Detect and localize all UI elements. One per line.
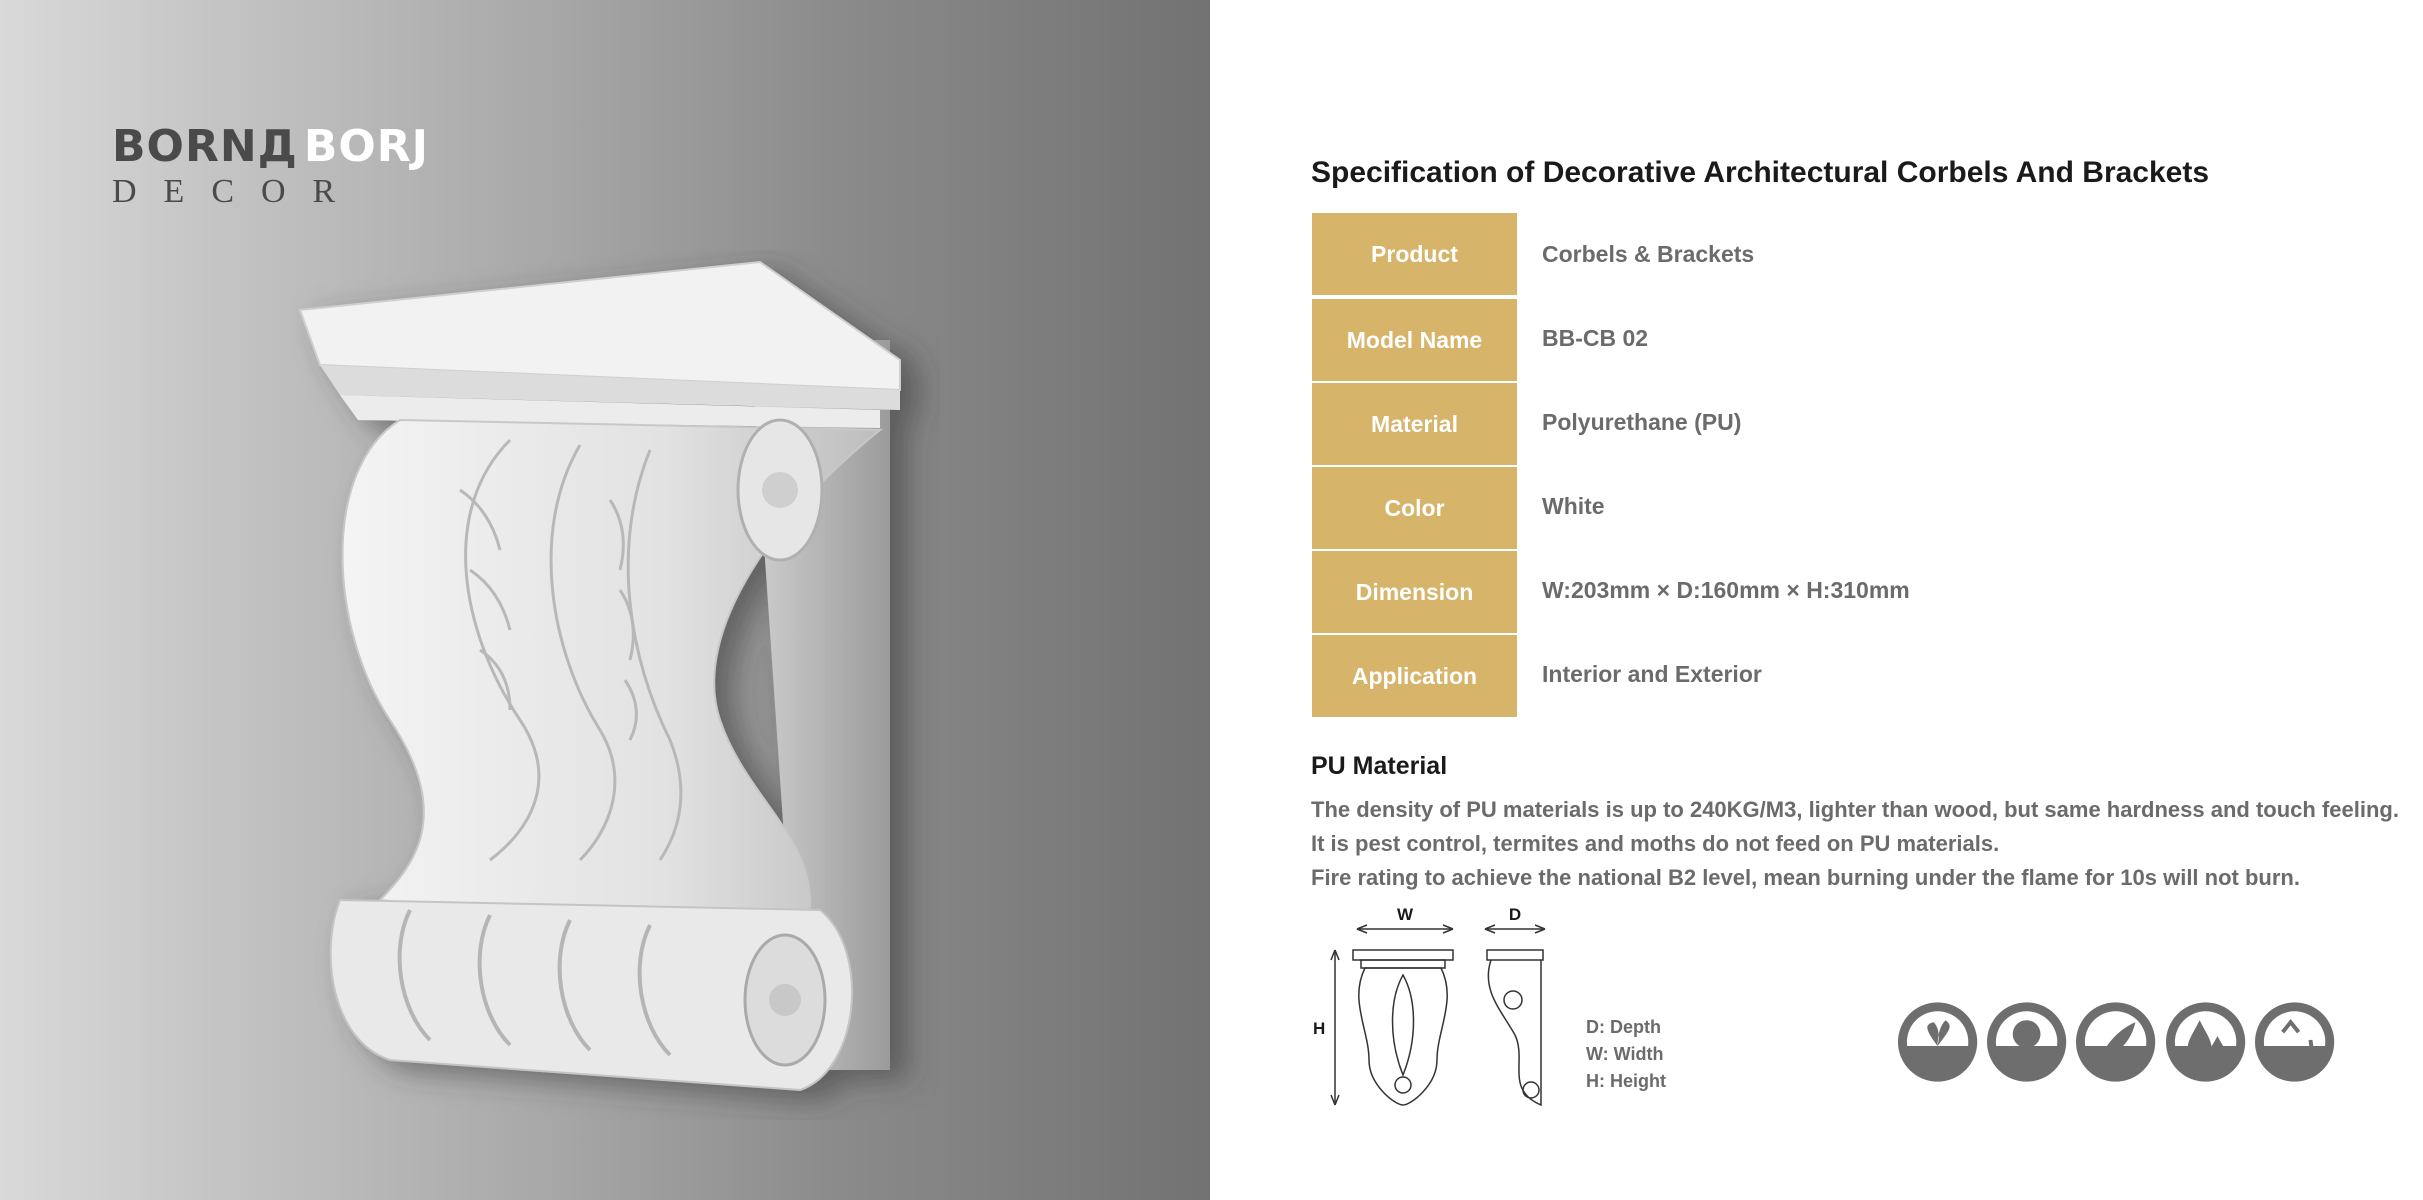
spec-row-product [1312, 213, 2212, 297]
spec-row-model-name [1312, 297, 2212, 381]
width-label: W [1396, 905, 1414, 924]
formaldehyde-free-icon [1896, 1000, 1979, 1084]
depth-label: D [1508, 905, 1522, 924]
spec-table [1312, 213, 2212, 717]
spec-row-material [1312, 381, 2212, 465]
dimension-legend [1586, 1014, 1666, 1095]
logo-brand-right: BORJ [303, 121, 430, 172]
moisture-resistant-icon [2164, 1000, 2247, 1084]
corbel-product-image [280, 250, 940, 1120]
cfc-free-icon [1985, 1000, 2068, 1084]
eco-badges [1896, 1000, 2336, 1100]
pu-line: It is pest control, termites and moths do not feed on PU materials. [1311, 831, 2000, 856]
spec-value: BB-CB 02 [1542, 324, 1649, 351]
spec-value: White [1542, 492, 1605, 519]
spec-label: Application [1312, 635, 1517, 717]
logo-subtitle: DECOR [112, 173, 363, 210]
spec-label: Model Name [1312, 299, 1517, 381]
dimension-diagram [1305, 900, 1565, 1120]
pu-material-description [1311, 793, 2399, 895]
legend-item: W: Width [1586, 1044, 1664, 1064]
product-photo-panel [0, 0, 1210, 1200]
spec-label: Product [1312, 213, 1517, 295]
pu-line: The density of PU materials is up to 240KG/M3, lighter than wood, but same hardness and touch feeling. [1311, 797, 2399, 822]
spec-row-application [1312, 633, 2212, 717]
spec-label: Color [1312, 467, 1517, 549]
spec-value: W:203mm × D:160mm × H:310mm [1542, 576, 1910, 603]
logo-brand-left: BORNД [112, 121, 298, 172]
pu-line: Fire rating to achieve the national B2 level, mean burning under the flame for 10s will not burn. [1311, 865, 2300, 890]
legend-item: D: Depth [1586, 1017, 1661, 1037]
spec-label: Material [1312, 383, 1517, 465]
brand-logo [112, 121, 430, 212]
spec-label: Dimension [1312, 551, 1517, 633]
spec-value: Polyurethane (PU) [1542, 408, 1742, 435]
biodegradable-icon [2253, 1000, 2336, 1084]
height-label: H [1313, 1019, 1326, 1038]
legend-item: H: Height [1586, 1071, 1666, 1091]
spec-value: Corbels & Brackets [1542, 240, 1755, 267]
spec-row-color [1312, 465, 2212, 549]
page-title: Specification of Decorative Architectural Corbels And Brackets [1311, 156, 2210, 189]
hypoallergenic-icon [2074, 1000, 2157, 1084]
pu-material-heading: PU Material [1311, 752, 1448, 780]
spec-row-dimension [1312, 549, 2212, 633]
spec-value: Interior and Exterior [1542, 660, 1762, 687]
